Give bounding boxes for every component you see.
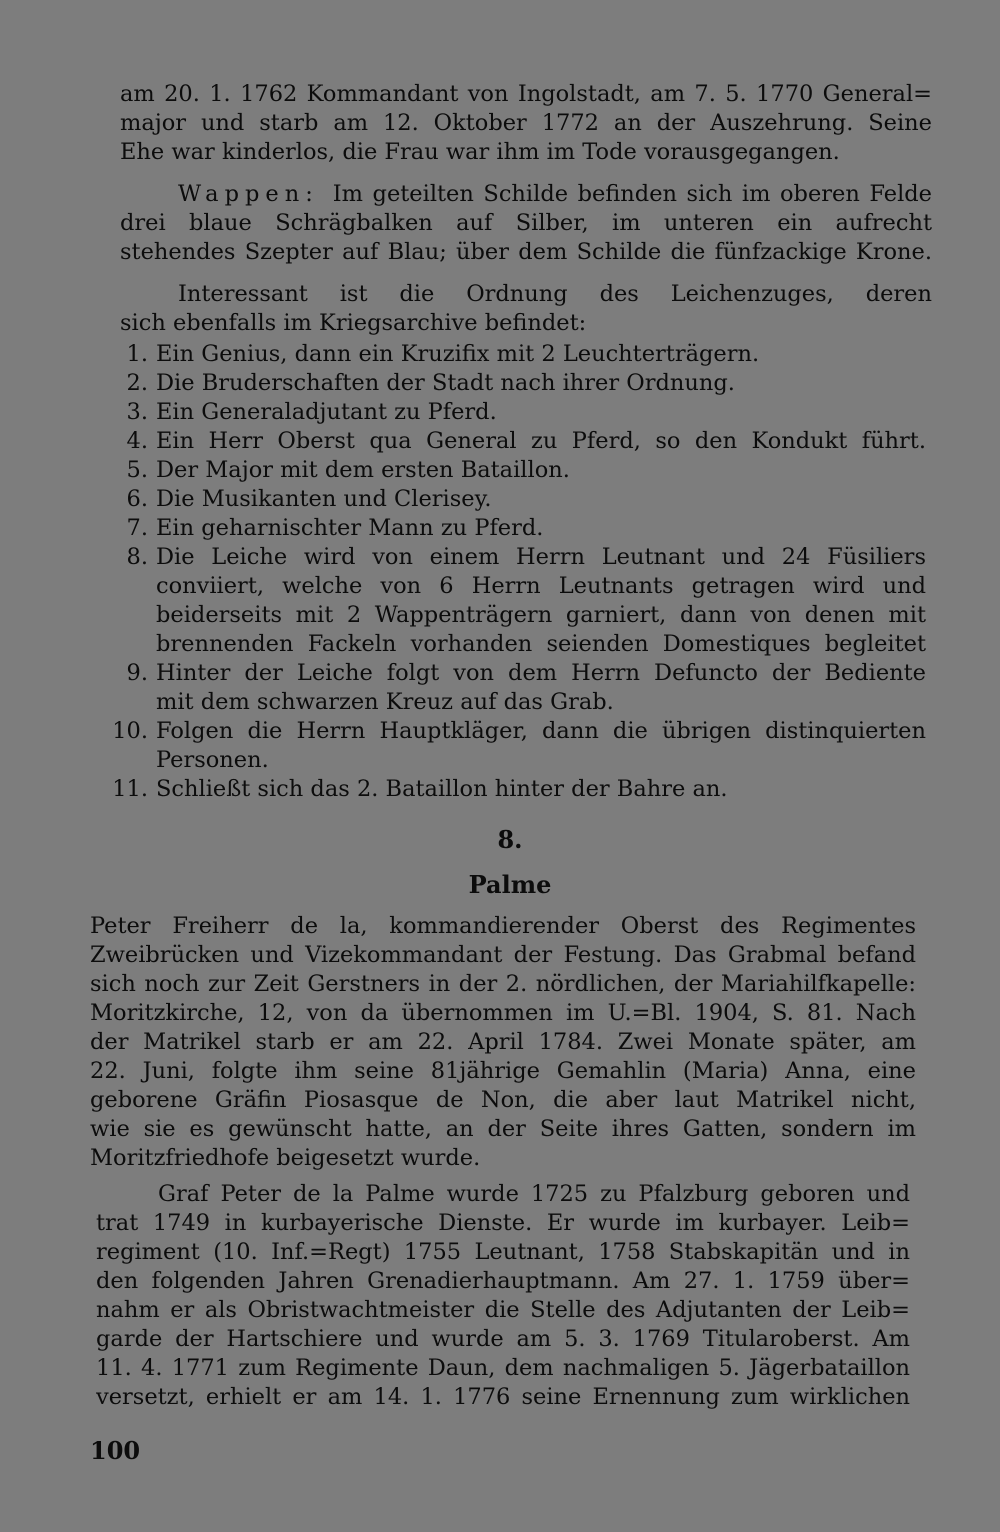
palme-line-7: geborene Gräfin Piosasque de Non, die aber laut Matrikel nicht, — [90, 1087, 916, 1113]
palme-line-9: Moritzfriedhofe beigesetzt wurde. — [90, 1145, 481, 1171]
palme-line-4: Moritzkirche, 12, von da übernommen im U.=Bl. 1904, S. 81. Nach — [90, 1000, 916, 1026]
list-item-5: Der Major mit dem ersten Bataillon. — [156, 457, 570, 483]
wappen-line-3: stehendes Szepter auf Blau; über dem Schilde die fünfzackige Krone. — [120, 239, 932, 265]
ordnung-line-2: sich ebenfalls im Kriegsarchive befindet: — [120, 310, 587, 336]
palme-line-3: sich noch zur Zeit Gerstners in der 2. nördlichen, der Mariahilfkapelle: — [90, 971, 916, 997]
list-item-6: Die Musikanten und Clerisey. — [156, 486, 492, 512]
list-item-8-line-1: Die Leiche wird von einem Herrn Leutnant und 24 Füsiliers — [156, 544, 926, 570]
list-number: 4. — [126, 428, 148, 454]
page-number: 100 — [90, 1436, 141, 1465]
list-number: 6. — [126, 486, 148, 512]
intro-line-3: Ehe war kinderlos, die Frau war ihm im Tode vorausgegangen. — [120, 139, 840, 165]
list-number: 1. — [126, 341, 148, 367]
graf-line-8: versetzt, erhielt er am 14. 1. 1776 seine Ernennung zum wirklichen — [96, 1384, 910, 1410]
list-item-2: Die Bruderschaften der Stadt nach ihrer Ordnung. — [156, 370, 735, 396]
list-number: 5. — [126, 457, 148, 483]
wappen-label: Wappen: — [178, 181, 319, 207]
list-item-8-line-4: brennenden Fackeln vorhanden seienden Domestiques begleitet — [156, 631, 926, 657]
list-number: 7. — [126, 515, 148, 541]
list-item-9-line-1: Hinter der Leiche folgt von dem Herrn Defuncto der Bediente — [156, 660, 926, 686]
palme-line-6: 22. Juni, folgte ihm seine 81jährige Gemahlin (Maria) Anna, eine — [90, 1058, 916, 1084]
section-title: Palme — [468, 870, 552, 899]
graf-line-6: garde der Hartschiere und wurde am 5. 3. 1769 Titularoberst. Am — [96, 1326, 910, 1352]
list-number: 9. — [126, 660, 148, 686]
list-item-3: Ein Generaladjutant zu Pferd. — [156, 399, 497, 425]
list-item-10-line-1: Folgen die Herrn Hauptkläger, dann die übrigen distinquierten — [156, 718, 926, 744]
list-number: 8. — [126, 544, 148, 570]
wappen-line-2: drei blaue Schrägbalken auf Silber, im unteren ein aufrecht — [120, 210, 932, 236]
list-number: 10. — [112, 718, 148, 744]
graf-line-1: Graf Peter de la Palme wurde 1725 zu Pfalzburg geboren und — [158, 1181, 910, 1207]
list-number: 11. — [112, 776, 148, 802]
palme-line-8: wie sie es gewünscht hatte, an der Seite ihres Gatten, sondern im — [90, 1116, 916, 1142]
list-item-7: Ein geharnischter Mann zu Pferd. — [156, 515, 544, 541]
list-item-1: Ein Genius, dann ein Kruzifix mit 2 Leuchterträgern. — [156, 341, 760, 367]
wappen-line-1 — [178, 180, 932, 209]
intro-line-1: am 20. 1. 1762 Kommandant von Ingolstadt, am 7. 5. 1770 General= — [120, 81, 932, 107]
list-item-8-line-3: beiderseits mit 2 Wappenträgern garniert, dann von denen mit — [156, 602, 926, 628]
list-item-11: Schließt sich das 2. Bataillon hinter der Bahre an. — [156, 776, 728, 802]
graf-line-3: regiment (10. Inf.=Regt) 1755 Leutnant, 1758 Stabskapitän und in — [96, 1239, 910, 1265]
graf-line-2: trat 1749 in kurbayerische Dienste. Er wurde im kurbayer. Leib= — [96, 1210, 910, 1236]
list-item-9-line-2: mit dem schwarzen Kreuz auf das Grab. — [156, 689, 614, 715]
wappen-line-1-text: Im geteilten Schilde befinden sich im oberen Felde — [332, 181, 932, 207]
list-item-8-line-2: conviiert, welche von 6 Herrn Leutnants getragen wird und — [156, 573, 926, 599]
list-item-10-line-2: Personen. — [156, 747, 269, 773]
ordnung-line-1: Interessant ist die Ordnung des Leichenzuges, deren — [178, 281, 932, 307]
graf-line-4: den folgenden Jahren Grenadierhauptmann. Am 27. 1. 1759 über= — [96, 1268, 910, 1294]
intro-line-2: major und starb am 12. Oktober 1772 an der Auszehrung. Seine — [120, 110, 932, 136]
list-item-4: Ein Herr Oberst qua General zu Pferd, so den Kondukt führt. — [156, 428, 926, 454]
list-number: 3. — [126, 399, 148, 425]
palme-line-1: Peter Freiherr de la, kommandierender Oberst des Regimentes — [90, 913, 916, 939]
palme-line-2: Zweibrücken und Vizekommandant der Festung. Das Grabmal befand — [90, 942, 916, 968]
graf-line-7: 11. 4. 1771 zum Regimente Daun, dem nachmaligen 5. Jägerbataillon — [96, 1355, 910, 1381]
list-number: 2. — [126, 370, 148, 396]
section-number: 8. — [497, 825, 523, 854]
palme-line-5: der Matrikel starb er am 22. April 1784. Zwei Monate später, am — [90, 1029, 916, 1055]
graf-line-5: nahm er als Obristwachtmeister die Stelle des Adjutanten der Leib= — [96, 1297, 910, 1323]
